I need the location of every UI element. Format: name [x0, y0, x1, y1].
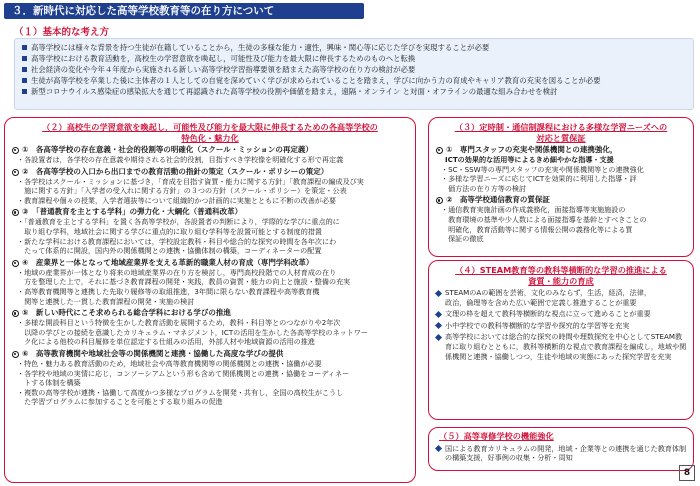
block-line: 取り組む学科，地域社会に関する学びに重点的に取り組む学科等を設置可能とする制度的措置 — [17, 226, 323, 236]
list-item: 文理の枠を超えて教科等横断的な視点に立って進めることが重要 — [435, 309, 687, 319]
block-line: ・各学校や地域の実情に応じ，コンソーシアムという形も含めて関係機関との連携・協働をコーディネー — [17, 368, 350, 378]
diamond-bullet-icon — [435, 311, 442, 318]
circle-bullet-icon — [12, 209, 19, 216]
circle-bullet-icon — [12, 351, 19, 358]
page-title: ３．新時代に対応した高等学校教育等の在り方について — [4, 3, 364, 19]
block-heading: ③ 「普通教育を主とする学科」の弾力化・大綱化（普通科改革） — [11, 207, 409, 217]
square-bullet-icon — [22, 56, 27, 61]
circle-bullet-icon — [12, 260, 19, 267]
list-item: 新型コロナウイルス感染症の感染拡大を通じて再認識された高等学校の役割や価値を踏まえ，遠隔・オンライン と対面・オフラインの最適な組み合わせを検討 — [21, 86, 687, 97]
section1-box — [14, 38, 694, 110]
list-item: 国による教育カリキュラムの開発，地域・企業等との連携を通じた教育体制の構築支援，好事例の収集・分析・周知 — [435, 444, 687, 463]
square-bullet-icon — [22, 45, 27, 50]
circle-bullet-icon — [12, 310, 19, 317]
block-heading-cont: ICTの効果的な活用等によるきめ細やかな指導・支援 — [445, 155, 614, 164]
list-item-cont: 政治，倫理等を含めた広い範囲で定義し推進することが重要 — [445, 297, 637, 307]
block-line: ・特色・魅力ある教育活動のため，地域社会や高等教育機関等の関係機関との連携・協働が必要 — [17, 358, 322, 368]
page-number: 8 — [679, 465, 695, 481]
circle-bullet-icon — [436, 147, 443, 154]
block-heading: ② 高等学校通信教育の質保証 — [435, 195, 687, 205]
square-bullet-icon — [22, 78, 27, 83]
diamond-bullet-icon — [435, 334, 442, 341]
panel-steam-education — [428, 260, 694, 420]
circle-bullet-icon — [12, 169, 19, 176]
section1-heading: （１）基本的な考え方 — [14, 27, 110, 38]
list-item: 高等学校における教育活動を，高校生の学習意欲を喚起し，可能性及び能力を最大限に伸長するためのものへと転換 — [21, 53, 687, 64]
list-item: 高等学校には様々な背景を持つ生徒が在籍していることから，生徒の多様な能力・適性，興味・関心等に応じた学びを実現することが必要 — [21, 42, 687, 53]
block-heading: ① 専門スタッフの充実や関係機関との連携強化， — [435, 145, 687, 155]
diamond-bullet-icon — [435, 322, 442, 329]
block-line: 教育環境の基準や少人数による面接指導を基幹とすべきことの — [441, 214, 647, 224]
panel-title: （３）定時制・通信制課程における多様な学習ニーズへの 対応と質保証 — [454, 122, 668, 143]
block-line: ・各学校はスクール・ミッションに基づき，「育成を目指す資質・能力に関する方針」「教育課程の編成及び実 — [17, 176, 364, 186]
block-line: ・新たな学科における教育課程においては，学校設定教科・科目や総合的な探究の時間を各年次にわ — [17, 236, 337, 246]
diamond-bullet-icon — [435, 289, 442, 296]
block-line: トする体制を構築 — [17, 378, 81, 388]
block-line: ・SC・SSW等の専門スタッフの充実や関係機関等との連携強化 — [441, 164, 644, 174]
block-line: ・通信教育実施計画の作成義務化，面接指導等実施施設の — [441, 205, 626, 215]
block-line: 関等と連携した一貫した教育課程の開発・実施の検討 — [17, 296, 195, 306]
square-bullet-icon — [22, 89, 27, 94]
square-bullet-icon — [22, 67, 27, 72]
diamond-bullet-icon — [435, 445, 442, 452]
block-line: ・各設置者は，各学校の存在意義や期待される社会的役割，目指すべき学校像を明確化する形で再定義 — [17, 155, 344, 164]
block-heading: ② 各高等学校の入口から出口までの教育活動の指針の策定（スクール・ポリシーの策定） — [11, 167, 409, 177]
block-heading: ④ 産業界と一体となって地域産業界を支える革新的職業人材の育成（専門学科改革） — [11, 258, 409, 268]
block-line: ・多様な学習ニーズに応じてICTを効果的に利用した指導・評 — [441, 174, 637, 184]
block-line: 施に関する方針」「入学者の受入れに関する方針」の３つの方針（スクール・ポリシー）を策定・公表 — [17, 186, 347, 196]
panel-specialized-training-schools — [428, 427, 694, 471]
panel-title: （５）高等専修学校の機能強化 — [439, 431, 554, 441]
panel-title: （４）STEAM教育等の教科等横断的な学習の推進による 資質・能力の育成 — [455, 265, 667, 286]
block-line: ・地域の産業界が一体となり将来の地域産業界の在り方を検討し，専門高校段階での人材育成の在り — [17, 267, 337, 277]
block-line: ・「普通教育を主とする学科」を置く各高等学校が，各設置者の判断により，学際的な学びに重点的に — [17, 217, 340, 227]
block-line: 明確化，教育活動等に関する情報公開の義務化等による質 — [441, 224, 633, 234]
block-line: ・複数の高等学校が連携・協働して高度かつ多様なプログラムを開発・共有し，全国の高校生がこうし — [17, 387, 344, 397]
block-line: た学習プログラムに参加することを可能とする取り組みの促進 — [17, 397, 223, 407]
block-line: 保証の徹底 — [441, 234, 484, 244]
block-heading: ⑥ 高等教育機関や地域社会等の関係機関と連携・協働した高度な学びの提供 — [11, 349, 409, 359]
list-item: STEAMのAの範囲を芸術，文化のみならず，生活，経済，法律， — [435, 288, 687, 298]
panel-part-time-correspondence — [428, 117, 694, 257]
list-item: 高等学校においては総合的な探究の時間や理数探究を中心としてSTEAM教育に取り組むとともに，教科等横断的な視点で教育課程を編成し，地域や関係機関と連携・協働しつつ，生徒や地域の実態にあった探究学習を充実 — [435, 332, 687, 361]
panel-school-characterization — [4, 117, 416, 483]
list-item: 生徒が高等学校を卒業した後に主体者の１人としての自覚を深めていく学びが求められていることを踏まえ，学びに向かう力の育成やキャリア教育の充実を図ることが必要 — [21, 75, 687, 86]
list-item: 社会経済の変化や今年４年度から実施される新しい高等学校学習指導要領を踏まえた高等学校の在り方の検討が必要 — [21, 64, 687, 75]
block-line: ・多様な開設科目という特徴を生かした教育活動を展開するため，教科・科目等とのつながりや2年次 — [17, 318, 341, 328]
circle-bullet-icon — [436, 197, 443, 204]
block-line: 方を整理した上で，それに基づき教育課程の開発・実践，教員の資質・能力の向上と施設・整備の充実 — [17, 277, 351, 287]
list-item: 小中学校での教科等横断的な学習や探究的な学習等を充実 — [435, 321, 687, 331]
block-line: 価方法の在り方等の検討 — [441, 183, 527, 193]
block-line: 以降の学びとの接続を意識したカリキュラム・マネジメント，ICTの活用を生かした各高等学校のネットワー — [17, 327, 368, 337]
block-line: たって体系的に開設，国内外の関係機関との連携・協働体制の構築，コーディネーターの配置 — [17, 246, 322, 256]
block-heading: ⑤ 新しい時代にこそ求められる総合学科における学びの推進 — [11, 308, 409, 318]
block-line: ・高等教育機関等と連携した先取り履修等の取組推進，3年間に限らない教育課程や高等教育機 — [17, 286, 320, 296]
circle-bullet-icon — [12, 147, 19, 154]
panel-title: （２）高校生の学習意欲を喚起し，可能性及び能力を最大限に伸長するための各高等学校の 特色化・魅力化 — [42, 122, 378, 143]
block-line: ・教育課程や個々の授業，入学者選抜等について組織的かつ計画的に実施とともに不断の改善が必要 — [17, 195, 337, 205]
block-line: ク化による他校の科目履修を単位認定する仕組みの活用，外部人材や地域資源の活用の推進 — [17, 337, 315, 347]
block-heading: ① 各高等学校の存在意義・社会的役割等の明確化（スクール・ミッションの再定義） — [11, 145, 409, 155]
